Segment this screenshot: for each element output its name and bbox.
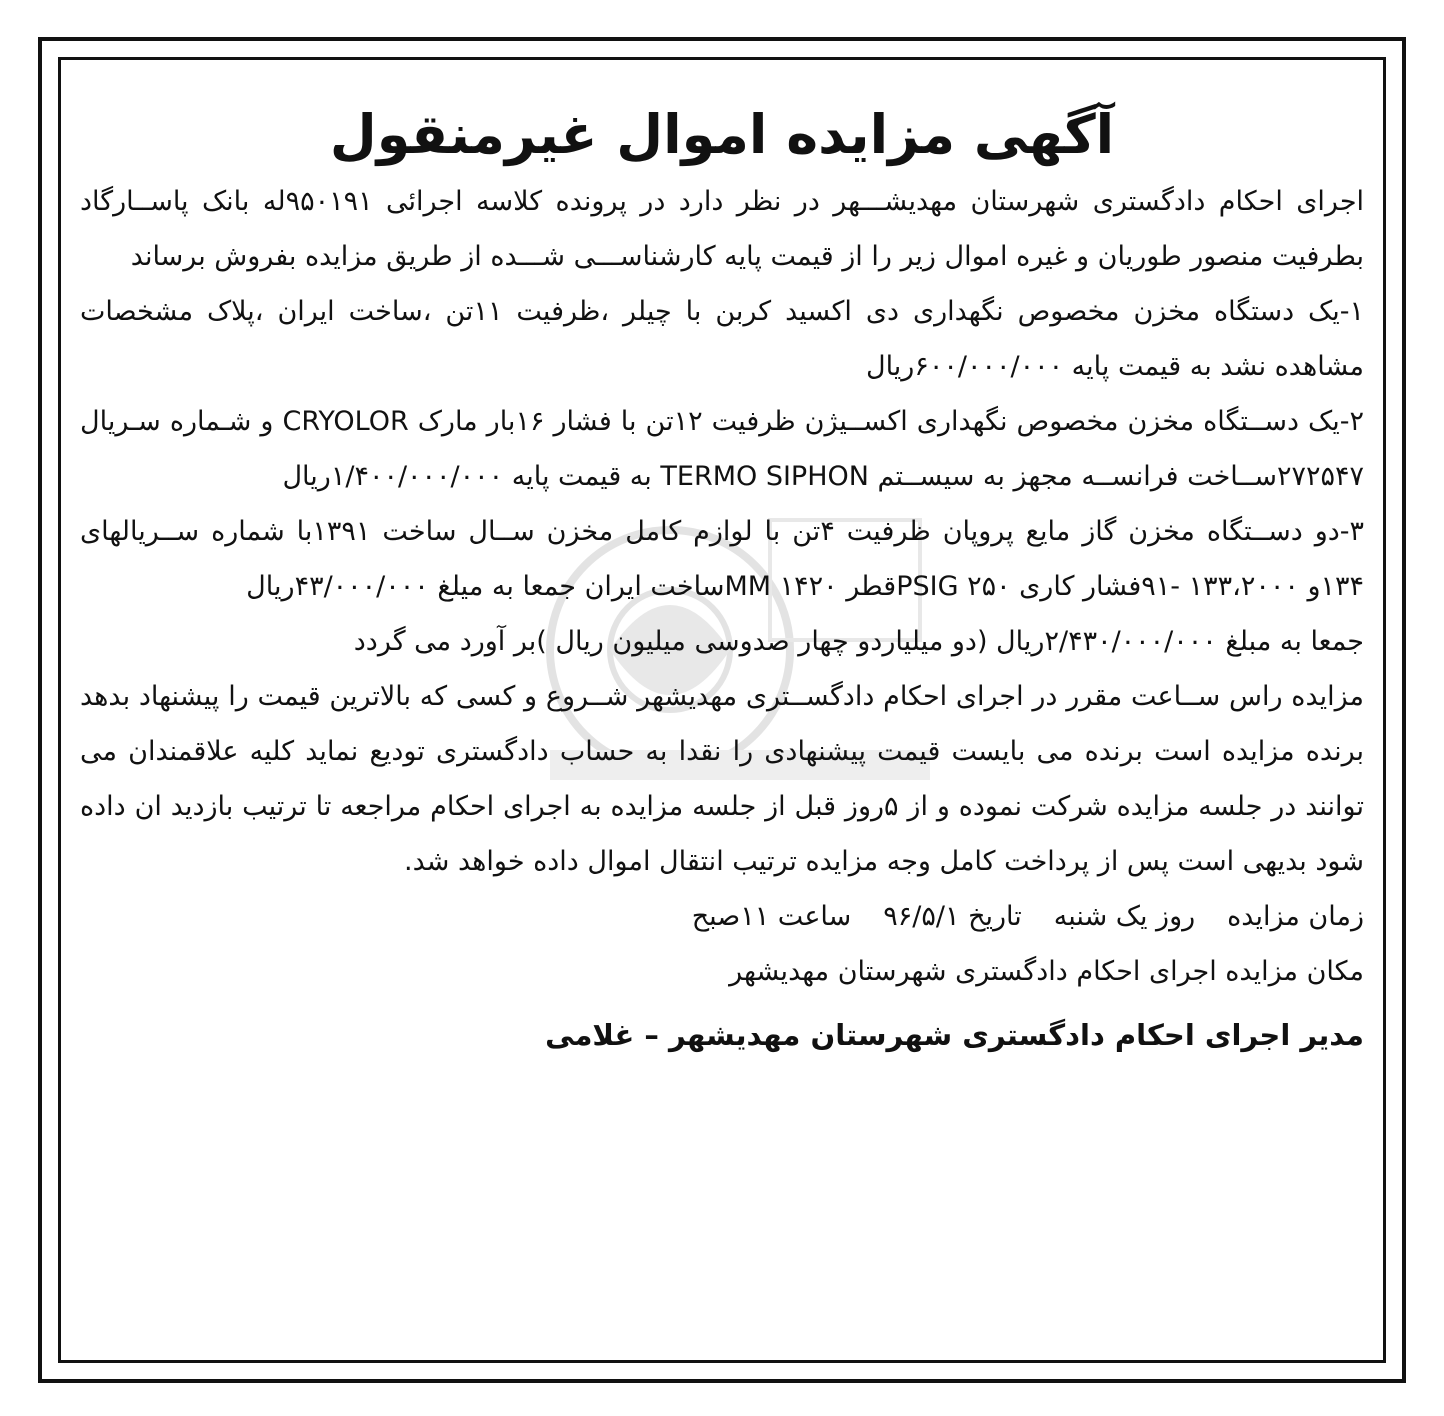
schedule-date: تاریخ ۹۶/۵/۱ <box>883 901 1022 932</box>
auction-schedule <box>72 889 1372 999</box>
intro-paragraph: اجرای احکام دادگستری شهرستان مهدیشـــهر در نظر دارد در پرونده کلاسه اجرائی ۹۵۰۱۹۱له بانک پاســارگاد بطرفیت منصور طوریان و غیره اموال زیر را از قیمت پایه کارشناســـی شـــده از طریق مزایده بفروش برساند <box>80 186 1365 272</box>
schedule-day: روز یک شنبه <box>1053 901 1196 932</box>
total-amount: جمعا به مبلغ ۲/۴۳۰/۰۰۰/۰۰۰ریال (دو میلیاردو چهار صدوسی میلیون ریال )بر آورد می گردد <box>353 626 1364 657</box>
schedule-row <box>80 889 1364 944</box>
schedule-hour: ساعت ۱۱صبح <box>691 901 852 932</box>
item-2: ۲-یک دســتگاه مخزن مخصوص نگهداری اکســیژن ظرفیت ۱۲تن با فشار ۱۶بار مارک CRYOLOR و شـماره سـریال ۲۷۲۵۴۷ســاخت فرانســه مجهز به سیســتم TERMO SIPHON به قیمت پایه ۱/۴۰۰/۰۰۰/۰۰۰ریال <box>80 406 1364 492</box>
auction-location: مکان مزایده اجرای احکام دادگستری شهرستان مهدیشهر <box>729 956 1364 987</box>
signature: مدیر اجرای احکام دادگستری شهرستان مهدیشهر – غلامی <box>545 1018 1364 1052</box>
notice-title: آگهی مزایده اموال غیرمنقول <box>329 103 1115 166</box>
item-3: ۳-دو دســتگاه مخزن گاز مایع پروپان ظرفیت ۴تن با لوازم کامل مخزن ســال ساخت ۱۳۹۱با شماره ســریالهای ۱۳۴و ۱۳۳،۲۰۰۰ -۹۱فشار کاری PSIG ۲۵۰قطر MM ۱۴۲۰ساخت ایران جمعا به میلغ ۴۳/۰۰۰/۰۰۰ریال <box>80 516 1365 602</box>
schedule-label: زمان مزایده <box>1227 901 1364 932</box>
item-1: ۱-یک دستگاه مخزن مخصوص نگهداری دی اکسید کربن با چیلر ،ظرفیت ۱۱تن ،ساخت ایران ،پلاک مشخصات مشاهده نشد به قیمت پایه ۶۰۰/۰۰۰/۰۰۰ریال <box>80 296 1364 382</box>
auction-notice <box>72 72 1372 1352</box>
terms-paragraph: مزایده راس ســاعت مقرر در اجرای احکام دادگســتری مهدیشهر شــروع و کسی که بالاترین قیمت را پیشنهاد بدهد برنده مزایده است برنده می بایست قیمت پیشنهادی را نقدا به حساب دادگستری تودیع نماید کلیه علاقمندان می توانند در جلسه مزایده شرکت نموده و از ۵روز قبل از جلسه مزایده به اجرای احکام مراجعه تا ترتیب بازدید ان داده شود بدیهی است پس از پرداخت کامل وجه مزایده ترتیب انتقال اموال داده خواهد شد. <box>80 681 1364 877</box>
